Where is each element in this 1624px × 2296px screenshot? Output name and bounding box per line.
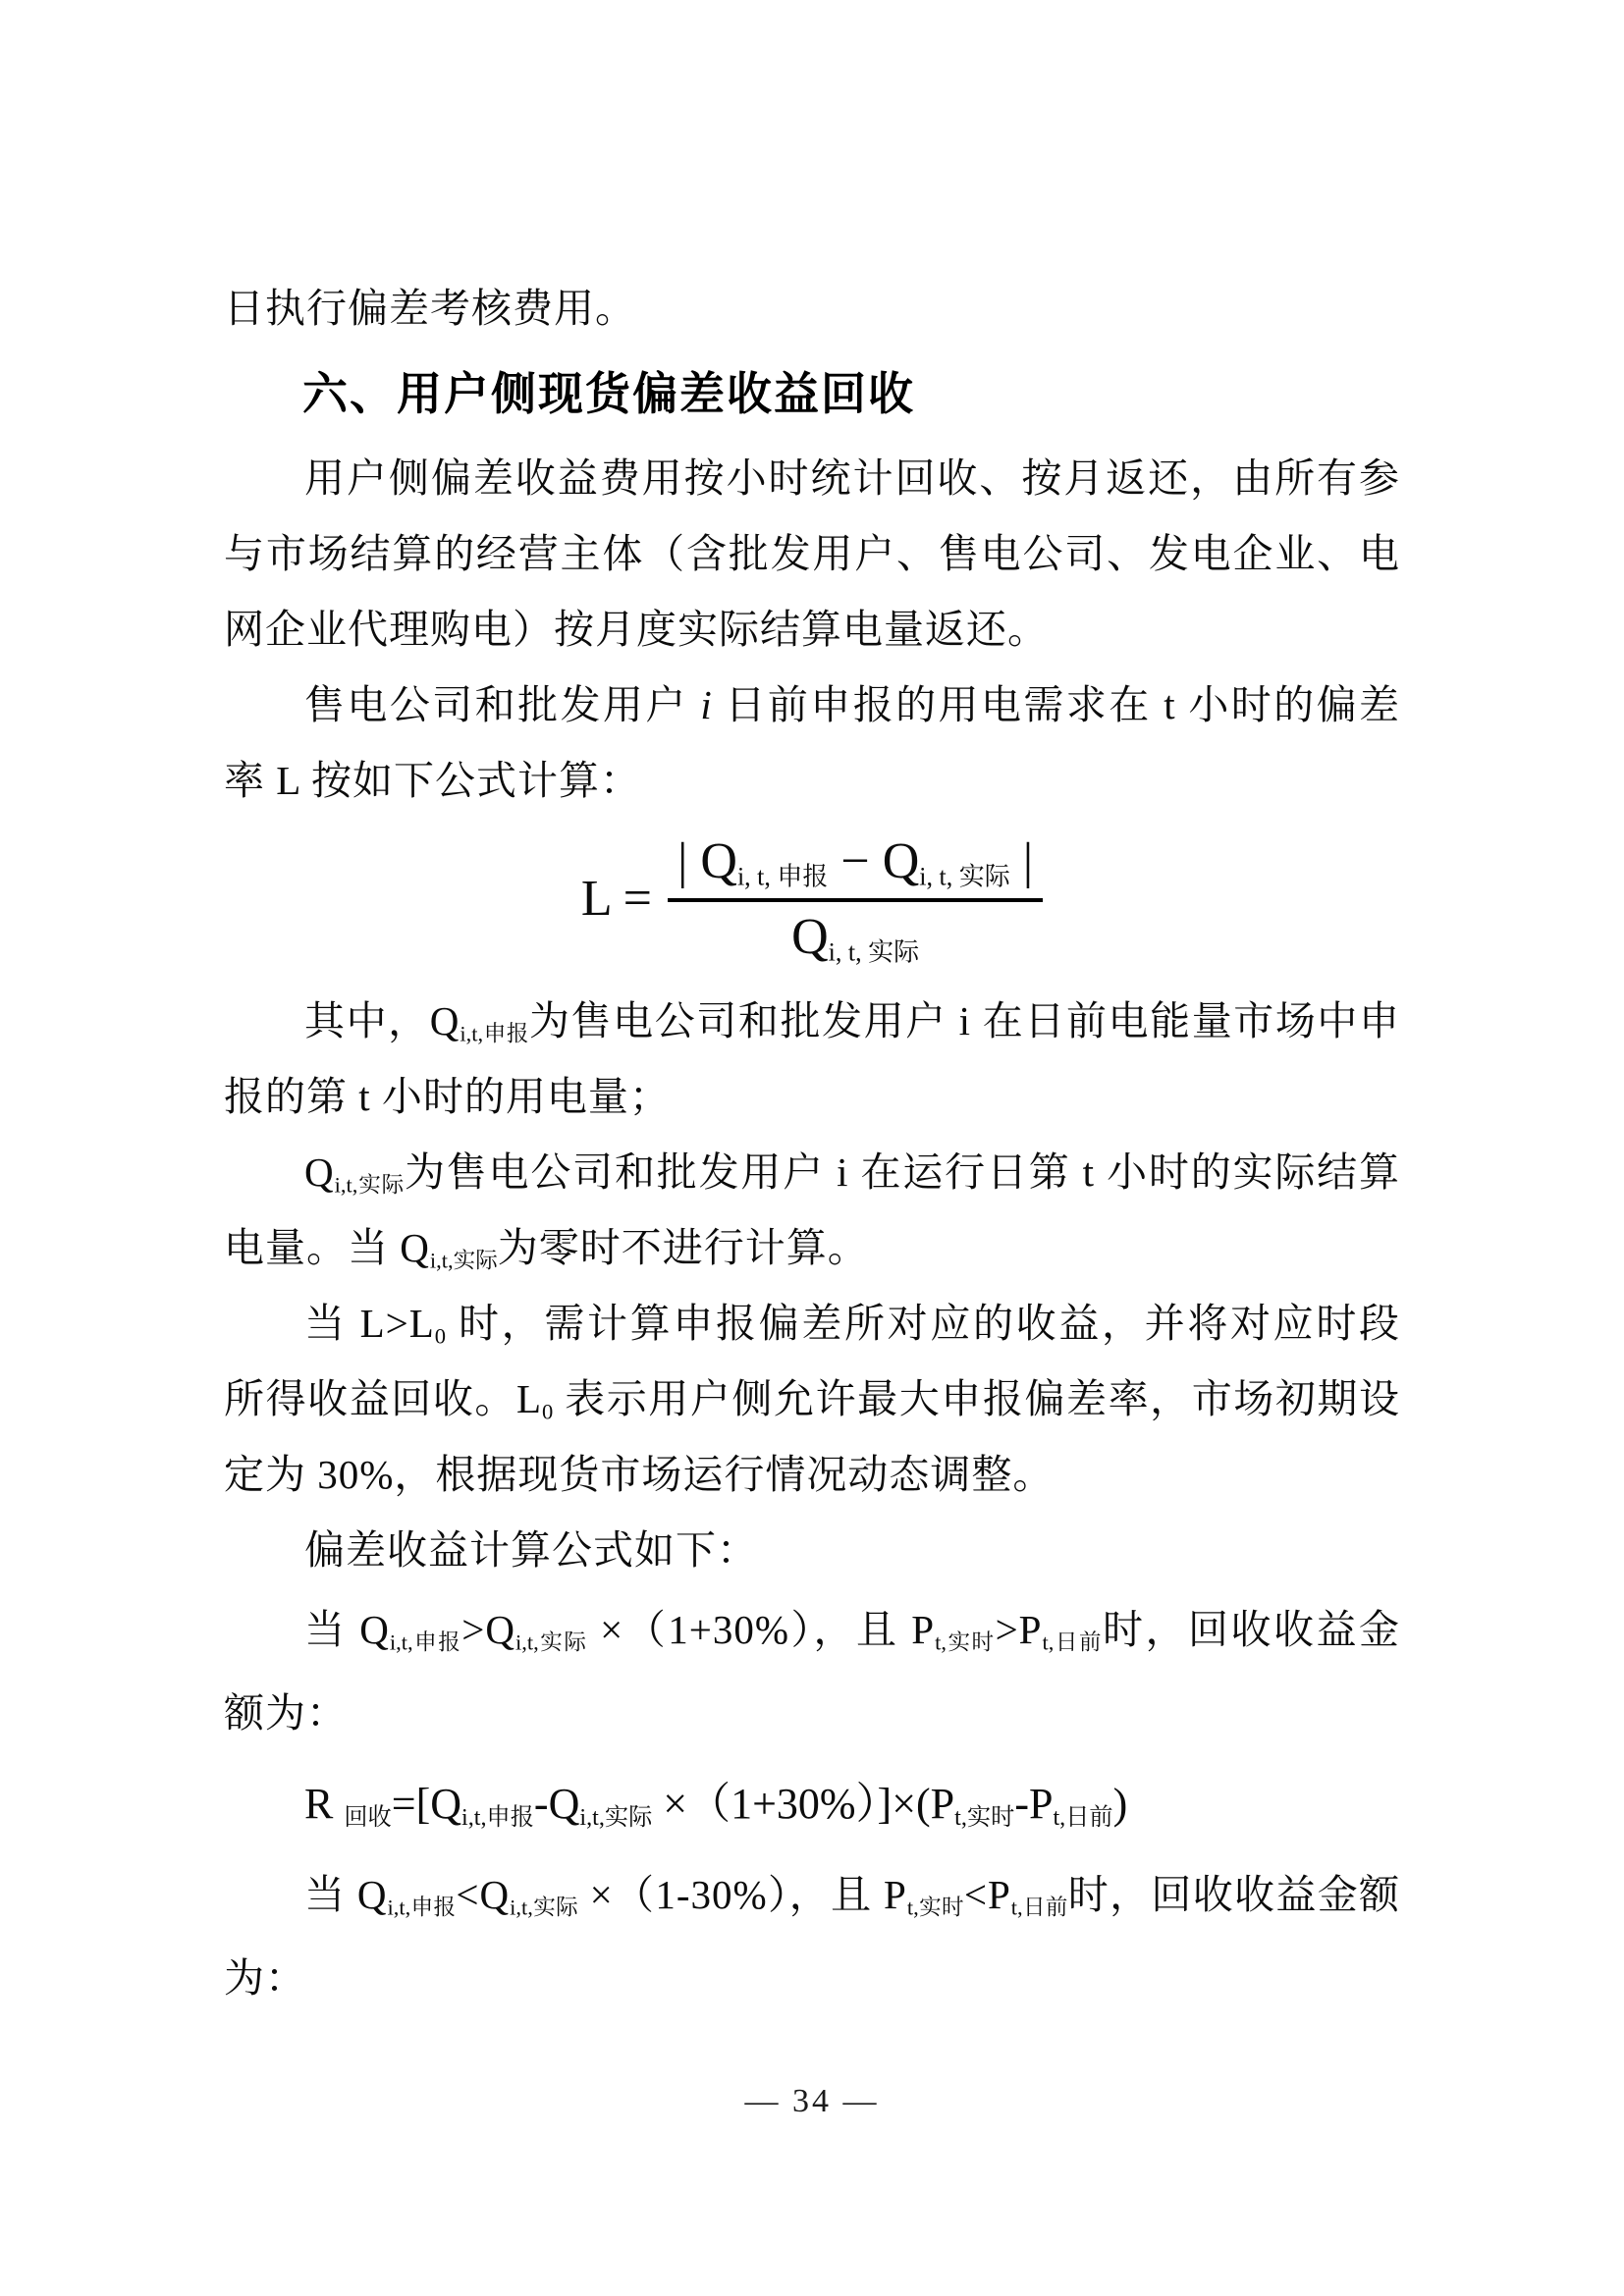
paragraph-continuation: 日执行偏差考核费用。 bbox=[224, 286, 636, 331]
paragraph-deviation-rate-intro: 售电公司和批发用户 i 日前申报的用电需求在 t 小时的偏差率 L 按如下公式计算： bbox=[224, 682, 1401, 803]
fraction-numerator: | $Q_{i, t, 申报} - Q_{i, t, 实际}$ | bbox=[668, 830, 1043, 902]
formula-deviation-rate bbox=[224, 830, 1400, 966]
paragraph-return-rule: 用户侧偏差收益费用按小时统计回收、按月返还，由所有参与市场结算的经营主体（含批发用户、售电公司、发电企业、电网企业代理购电）按月度实际结算电量返还。 bbox=[224, 455, 1400, 652]
formula-recovery-amount: R $_{回收}=[Q_{i,t,申报}-Q_{i,t,实际} \times(1+30\%)]\times(P_{t,实时}-P_{t,日前})$ bbox=[304, 1780, 1128, 1831]
document-body bbox=[224, 271, 1400, 2020]
paragraph-condition-under: 当 $Q_{i,t,申报}<Q_{i,t,实际} \times(1-30\%)$，且 $P_{t,实时}<P_{t,日前}$时，回收收益金额为： bbox=[224, 1872, 1401, 2001]
page-footer bbox=[0, 2083, 1624, 2120]
page-number: — 34 — bbox=[744, 2083, 880, 2119]
section-heading: 六、用户侧现货偏差收益回收 bbox=[302, 368, 915, 419]
paragraph-q-declared-definition: 其中，$Q_{i,t,申报}$为售电公司和批发用户 i 在日前电能量市场中申报的第 t 小时的用电量； bbox=[224, 998, 1401, 1119]
formula-lhs: L = bbox=[580, 870, 652, 927]
paragraph-threshold-rule: 当 $L>L_0$ 时，需计算申报偏差所对应的收益，并将对应时段所得收益回收。$L_0$ 表示用户侧允许最大申报偏差率，市场初期设定为 30%，根据现货市场运行情况动态调整。 bbox=[224, 1301, 1400, 1497]
fraction bbox=[668, 830, 1043, 966]
paragraph-formula-intro: 偏差收益计算公式如下： bbox=[304, 1527, 758, 1573]
paragraph-condition-over: 当 $Q_{i,t,申报}>Q_{i,t,实际} \times(1+30\%)$，且 $P_{t,实时}>P_{t,日前}$时，回收收益金额为： bbox=[224, 1607, 1400, 1735]
paragraph-q-actual-definition: $Q_{i,t,实际}$为售电公司和批发用户 i 在运行日第 t 小时的实际结算电量。当 $Q_{i,t,实际}$为零时不进行计算。 bbox=[224, 1149, 1400, 1273]
fraction-denominator: $Q_{i, t, 实际}$ bbox=[791, 909, 920, 967]
